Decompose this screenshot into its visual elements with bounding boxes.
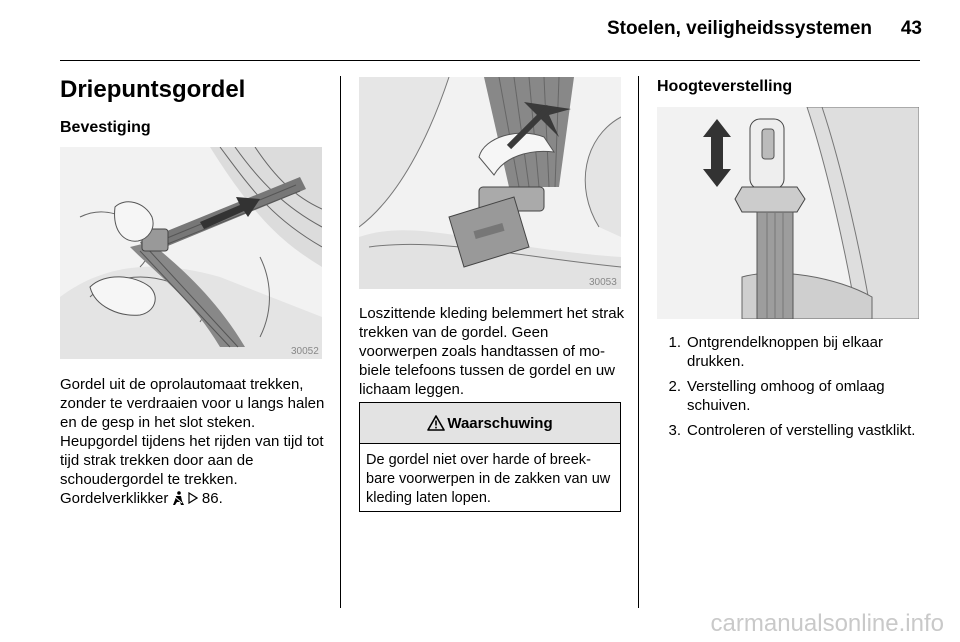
running-header-title: Stoelen, veiligheidssystemen	[606, 18, 872, 39]
paragraph-buckling: Gordel uit de oprolautomaat trekken, zonder te verdraaien voor u langs halen en de gesp in het slot steken. Heupgordel tijdens het rijden van tijd tot tijd strak trekken door aan de schoudergordel te trekken.	[60, 376, 325, 488]
step-text: Verstelling omhoog of omlaag schuiven.	[687, 378, 885, 414]
illustration-tightening-belt	[359, 77, 621, 289]
step-text: Ontgrendelknoppen bij elkaar drukken.	[687, 334, 883, 370]
warning-box	[359, 402, 621, 512]
step-text: Controleren of verstelling vastklikt.	[687, 422, 916, 439]
paragraph-loose-clothing: Loszittende kleding belemmert het strak trekken van de gordel. Geen voorwerpen zoals handtassen of mobiele telefoons tussen de gordel en uw lichaam leggen.	[359, 305, 625, 398]
page-reference[interactable]: 86.	[201, 490, 223, 507]
indicator-text: Gordelverklikker	[60, 490, 169, 507]
column-divider-2	[638, 76, 639, 608]
subsection-heading: Bevestiging	[60, 119, 151, 136]
watermark: carmanualsonline.info	[710, 610, 944, 637]
page-reference-arrow-icon	[188, 490, 202, 507]
step-number: 3.	[668, 422, 681, 439]
step-number: 1.	[668, 334, 681, 351]
warning-title: Waarschuwing	[447, 414, 553, 432]
column-divider-1	[340, 76, 341, 608]
page-number: 43	[900, 18, 922, 39]
warning-header	[360, 403, 620, 444]
list-item	[657, 421, 917, 440]
warning-text: De gordel niet over harde of breekbare voorwerpen in de zakken van uw kleding laten lopen.	[366, 452, 611, 506]
warning-triangle-icon	[427, 415, 445, 431]
height-adjustment-heading: Hoogteverstelling	[657, 78, 793, 95]
illustration-buckling-belt	[60, 147, 322, 359]
adjustment-steps	[657, 333, 917, 446]
image-code-30052: 30052	[291, 346, 319, 357]
illustration-height-adjuster	[657, 107, 919, 319]
step-number: 2.	[668, 378, 681, 395]
header-rule	[60, 60, 920, 61]
section-heading: Driepuntsgordel	[60, 76, 246, 103]
seatbelt-warning-icon	[173, 490, 188, 507]
paragraph-belt-indicator	[60, 489, 326, 508]
list-item	[657, 377, 917, 415]
list-item	[657, 333, 917, 371]
image-code-30053: 30053	[589, 277, 617, 288]
